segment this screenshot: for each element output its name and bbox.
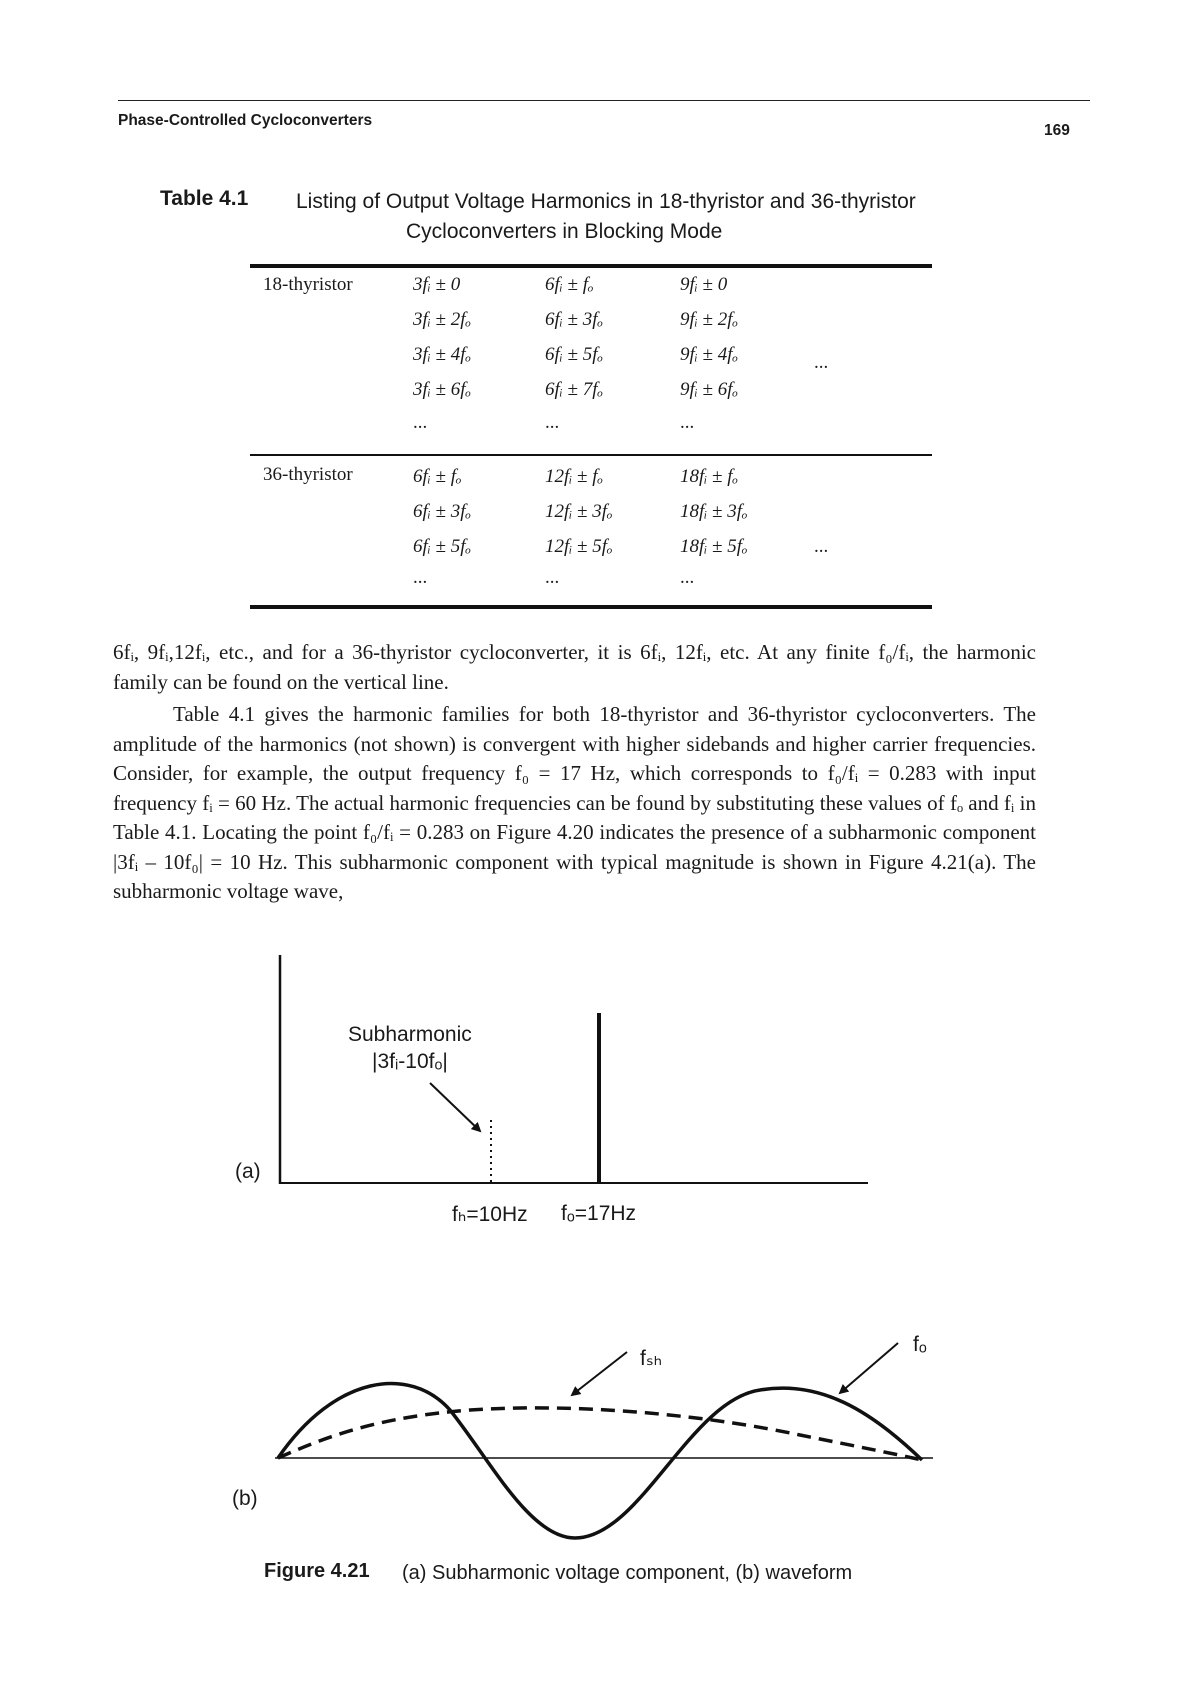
subharmonic-wave-fsh — [278, 1408, 922, 1460]
table-cell-ellipsis: ... — [814, 536, 829, 557]
table-cell: 18fᵢ ± 5fₒ — [680, 536, 748, 557]
table-cell: 6fᵢ ± 3fₒ — [545, 309, 603, 330]
row-label: 18-thyristor — [263, 274, 353, 295]
table-title-line2: Cycloconverters in Blocking Mode — [406, 220, 723, 243]
subharmonic-formula: |3fᵢ-10fₒ| — [372, 1050, 448, 1073]
panel-a-label: (a) — [235, 1160, 261, 1183]
table-cell: 6fᵢ ± 7fₒ — [545, 379, 603, 400]
figure-caption-label: Figure 4.21 — [264, 1560, 370, 1582]
table-cell: 9fᵢ ± 4fₒ — [680, 344, 738, 365]
fsh-label: fₛₕ — [640, 1347, 663, 1370]
panel-b-waveform — [275, 1343, 933, 1538]
table-cell: ... — [545, 412, 560, 433]
table-cell: 6fᵢ ± 5fₒ — [545, 344, 603, 365]
table-cell: 9fᵢ ± 2fₒ — [680, 309, 738, 330]
table-cell: ... — [413, 412, 428, 433]
table-cell: 3fᵢ ± 2fₒ — [413, 309, 471, 330]
fo-arrow — [840, 1343, 898, 1393]
running-head: Phase-Controlled Cycloconverters — [118, 112, 373, 129]
panel-b-label: (b) — [232, 1487, 258, 1510]
table-cell: 6fᵢ ± 5fₒ — [413, 536, 471, 557]
fo-label: fₒ=17Hz — [561, 1202, 637, 1225]
table-cell: 12fᵢ ± 3fₒ — [545, 501, 613, 522]
table-cell: ... — [413, 567, 428, 588]
table-cell: 3fᵢ ± 6fₒ — [413, 379, 471, 400]
table-title-line1: Listing of Output Voltage Harmonics in 18-thyristor and 36-thyristor — [296, 190, 916, 213]
table-cell: 9fᵢ ± 0 — [680, 274, 728, 295]
table-cell: ... — [680, 567, 695, 588]
table-cell: ... — [545, 567, 560, 588]
table-cell: 6fᵢ ± fₒ — [545, 274, 594, 295]
table-cell-ellipsis: ... — [814, 352, 829, 373]
table-cell: 18fᵢ ± fₒ — [680, 466, 738, 487]
subharmonic-label: Subharmonic — [348, 1023, 472, 1046]
table-cell: 12fᵢ ± fₒ — [545, 466, 603, 487]
table-cell: 3fᵢ ± 0 — [413, 274, 461, 295]
subharmonic-arrow — [430, 1083, 480, 1131]
table-cell: ... — [680, 412, 695, 433]
row-label: 36-thyristor — [263, 464, 353, 485]
figure-caption-text: (a) Subharmonic voltage component, (b) waveform — [402, 1562, 853, 1584]
fh-label: fₕ=10Hz — [452, 1203, 528, 1226]
fsh-arrow — [572, 1352, 627, 1395]
body-paragraph-1: 6fᵢ, 9fᵢ,12fᵢ, etc., and for a 36-thyristor cycloconverter, it is 6fᵢ, 12fᵢ, etc. At any finite f₀/fᵢ, the harmonic family can be found on the vertical line. — [113, 640, 1036, 694]
panel-a-spectrum — [279, 955, 868, 1184]
fo-wave-label: fₒ — [913, 1333, 927, 1356]
table-cell: 12fᵢ ± 5fₒ — [545, 536, 613, 557]
table-cell: 6fᵢ ± fₒ — [413, 466, 462, 487]
table-label: Table 4.1 — [160, 187, 249, 210]
page-number: 169 — [1044, 122, 1070, 139]
table-cell: 6fᵢ ± 3fₒ — [413, 501, 471, 522]
table-cell: 18fᵢ ± 3fₒ — [680, 501, 748, 522]
output-wave-fo — [278, 1384, 922, 1538]
table-cell: 3fᵢ ± 4fₒ — [413, 344, 471, 365]
table-cell: 9fᵢ ± 6fₒ — [680, 379, 738, 400]
body-paragraph-2: Table 4.1 gives the harmonic families for both 18-thyristor and 36-thyristor cycloconverters. The amplitude of the harmonics (not shown) is convergent with higher sidebands and higher carrier frequencies. Consider, for example, the output frequency f₀ = 17 Hz, which corresponds to f₀/fᵢ = 0.283 with input frequency fᵢ = 60 Hz. The actual harmonic frequencies can be found by substituting these values of fₒ and fᵢ in Table 4.1. Locating the point f₀/fᵢ = 0.283 on Figure 4.20 indicates the presence of a subharmonic component |3fᵢ – 10f₀| = 10 Hz. This subharmonic component with typical magnitude is shown in Figure 4.21(a). The subharmonic voltage wave, — [113, 702, 1036, 903]
